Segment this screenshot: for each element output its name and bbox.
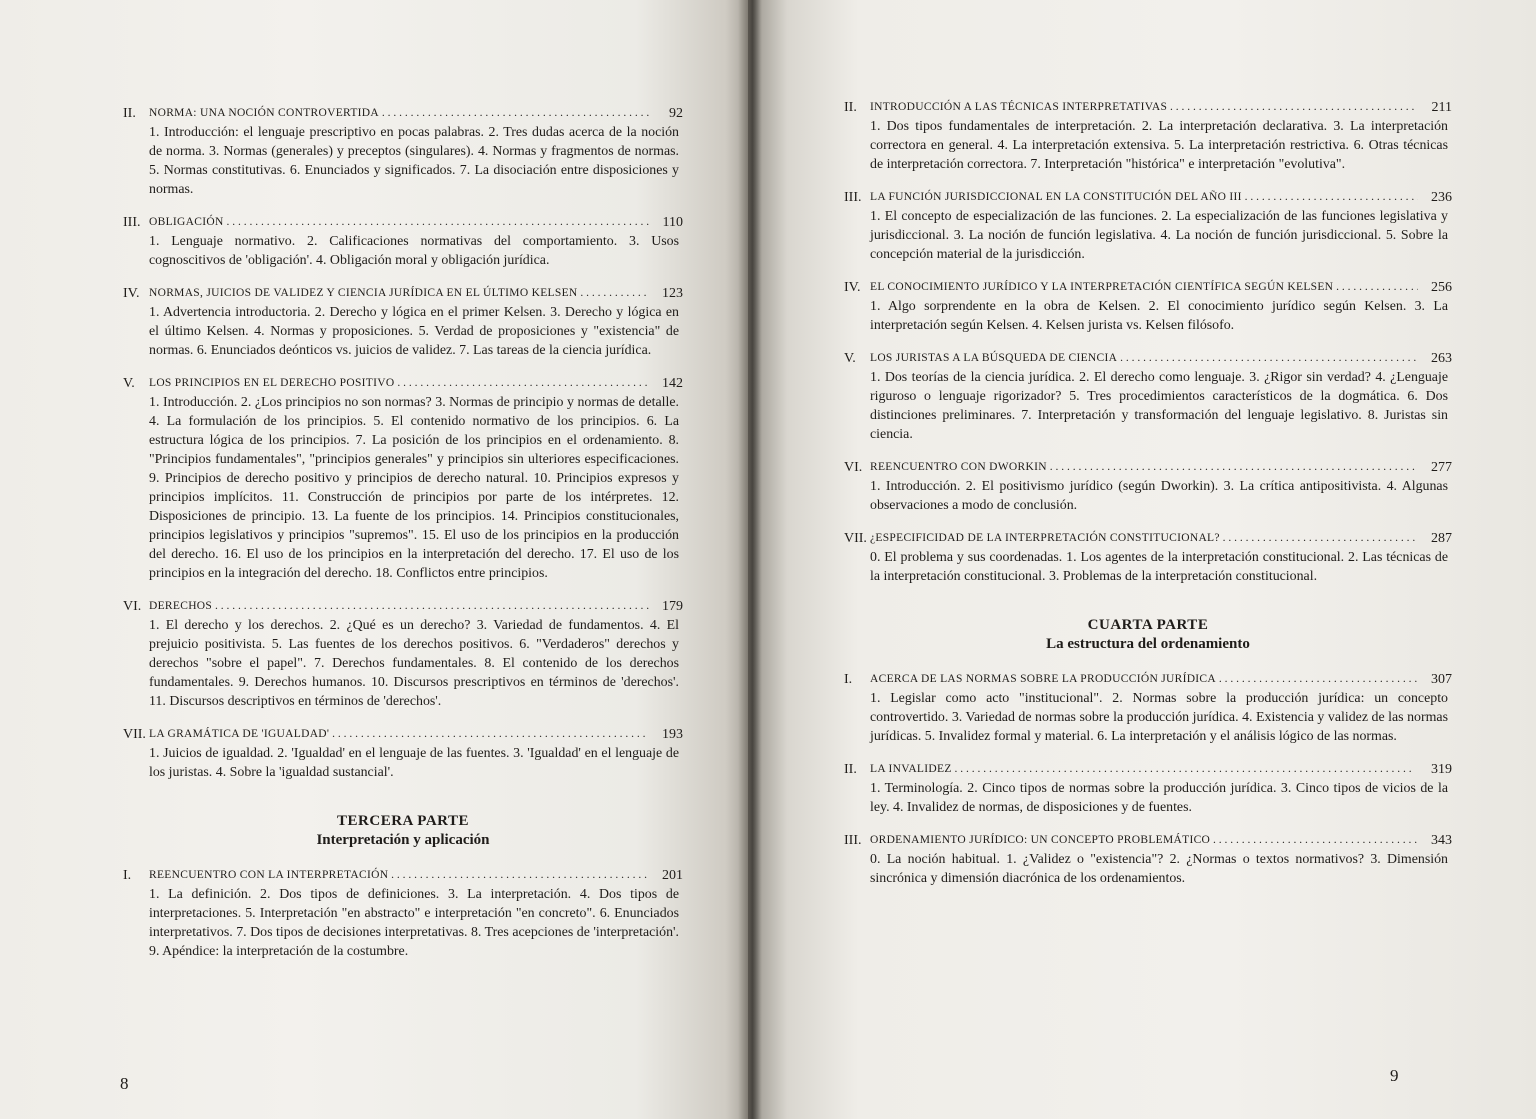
entry-page-number: 319 bbox=[1431, 762, 1452, 777]
entry-number: II. bbox=[123, 106, 136, 121]
toc-entry bbox=[844, 670, 1452, 746]
entry-title: LA FUNCIÓN JURISDICCIONAL EN LA CONSTITUCIÓN DEL AÑO III . . . bbox=[870, 188, 1418, 207]
entry-description: 1. Dos teorías de la ciencia jurídica. 2. El derecho como lenguaje. 3. ¿Rigor sin verdad? 4. ¿Lenguaje riguroso o lenguaje rigorizador? 5. Tres procedimientos característicos de la dogmática. 6. Dos distinciones preliminares. 7. Interpretación y transformación del lenguaje legislativo. 8. Juristas sin ciencia. bbox=[870, 370, 1448, 442]
entry-page-number: 343 bbox=[1431, 833, 1452, 848]
toc-entry bbox=[844, 760, 1452, 817]
entry-page-number: 256 bbox=[1431, 280, 1452, 295]
entry-title: NORMA: UNA NOCIÓN CONTROVERTIDA . . . bbox=[149, 104, 649, 123]
entry-page-number: 193 bbox=[662, 727, 683, 742]
entry-number: III. bbox=[844, 190, 862, 205]
entry-description: 1. Algo sorprendente en la obra de Kelsen. 2. El conocimiento jurídico según Kelsen. 3. La interpretación según Kelsen. 4. Kelsen jurista vs. Kelsen filósofo. bbox=[870, 299, 1448, 333]
toc-entry bbox=[844, 349, 1452, 444]
toc-entry bbox=[844, 458, 1452, 515]
entry-number: VII. bbox=[844, 531, 867, 546]
entry-number: II. bbox=[844, 100, 857, 115]
entry-number: VI. bbox=[123, 599, 142, 614]
entry-description: 1. Terminología. 2. Cinco tipos de normas sobre la producción jurídica. 3. Cinco tipos de vicios de la ley. 4. Invalidez de normas, de disposiciones y de fuentes. bbox=[870, 781, 1448, 815]
entry-number: III. bbox=[123, 215, 141, 230]
part-title: TERCERA PARTE bbox=[337, 813, 469, 829]
page-number-left: 8 bbox=[120, 1074, 129, 1093]
entry-title: LA INVALIDEZ . . . bbox=[870, 760, 1418, 779]
part-subtitle: La estructura del ordenamiento bbox=[1046, 636, 1250, 652]
entry-description: 1. El derecho y los derechos. 2. ¿Qué es un derecho? 3. Variedad de fundamentos. 4. El prejuicio positivista. 5. Las fuentes de los derechos positivos. 6. "Verdaderos" derechos y derechos "sobre el papel". 7. Derechos fundamentales. 8. El contenido de los derechos fundamentales. 9. Derechos humanos. 10. Discursos prescriptivos en términos de 'derechos'. 11. Discursos descriptivos en términos de 'derechos'. bbox=[149, 618, 679, 709]
entry-number: VI. bbox=[844, 460, 863, 475]
toc-entry bbox=[123, 866, 683, 961]
part-heading bbox=[123, 812, 683, 850]
entry-page-number: 92 bbox=[669, 106, 683, 121]
entry-page-number: 211 bbox=[1431, 100, 1452, 115]
entry-title: REENCUENTRO CON LA INTERPRETACIÓN . . . bbox=[149, 866, 649, 885]
entry-title: ORDENAMIENTO JURÍDICO: UN CONCEPTO PROBLEMÁTICO . . . bbox=[870, 831, 1418, 850]
toc-entry bbox=[123, 104, 683, 199]
entry-description: 1. Introducción. 2. El positivismo jurídico (según Dworkin). 3. La crítica antipositivista. 4. Algunas observaciones a modo de conclusión. bbox=[870, 479, 1448, 513]
entry-page-number: 142 bbox=[662, 376, 683, 391]
entry-page-number: 307 bbox=[1431, 672, 1452, 687]
toc-entry bbox=[123, 374, 683, 583]
entry-description: 1. El concepto de especialización de las funciones. 2. La especialización de las funciones legislativa y jurisdiccional. 3. La noción de función legislativa. 4. La noción de función jurisdiccional. 5. Sobre la concepción material de la jurisdicción. bbox=[870, 209, 1448, 262]
entry-title: ACERCA DE LAS NORMAS SOBRE LA PRODUCCIÓN JURÍDICA . . . bbox=[870, 670, 1418, 689]
entry-number: VII. bbox=[123, 727, 146, 742]
entry-number: IV. bbox=[123, 286, 140, 301]
entry-title: OBLIGACIÓN . . . bbox=[149, 213, 649, 232]
entry-title: LOS JURISTAS A LA BÚSQUEDA DE CIENCIA . . . bbox=[870, 349, 1418, 368]
entry-page-number: 123 bbox=[662, 286, 683, 301]
toc-entry bbox=[844, 529, 1452, 586]
part-heading bbox=[844, 616, 1452, 654]
entry-page-number: 263 bbox=[1431, 351, 1452, 366]
left-page bbox=[0, 0, 748, 1119]
entry-number: II. bbox=[844, 762, 857, 777]
entry-page-number: 287 bbox=[1431, 531, 1452, 546]
toc-entry bbox=[123, 284, 683, 360]
entry-page-number: 277 bbox=[1431, 460, 1452, 475]
entry-title: LOS PRINCIPIOS EN EL DERECHO POSITIVO . . . bbox=[149, 374, 649, 393]
left-toc-column bbox=[123, 104, 683, 975]
toc-entry bbox=[844, 98, 1452, 174]
entry-number: V. bbox=[844, 351, 856, 366]
entry-number: IV. bbox=[844, 280, 861, 295]
entry-description: 1. Lenguaje normativo. 2. Calificaciones normativas del comportamiento. 3. Usos cognoscitivos de 'obligación'. 4. Obligación moral y obligación jurídica. bbox=[149, 234, 679, 268]
part-title: CUARTA PARTE bbox=[1087, 617, 1209, 633]
entry-page-number: 179 bbox=[662, 599, 683, 614]
entry-page-number: 110 bbox=[662, 215, 683, 230]
entry-number: V. bbox=[123, 376, 135, 391]
entry-description: 1. Legislar como acto "institucional". 2. Normas sobre la producción jurídica: un concepto controvertido. 3. Variedad de normas sobre la producción jurídica. 4. Existencia y validez de las normas jurídicas. 5. Invalidez formal y material. 6. La interpretación y el análisis lógico de las normas. bbox=[870, 691, 1448, 744]
entry-title: NORMAS, JUICIOS DE VALIDEZ Y CIENCIA JURÍDICA EN EL ÚLTIMO KELSEN . . . bbox=[149, 284, 649, 303]
toc-entry bbox=[123, 213, 683, 270]
entry-page-number: 236 bbox=[1431, 190, 1452, 205]
right-page bbox=[748, 0, 1536, 1119]
entry-description: 1. Advertencia introductoria. 2. Derecho y lógica en el primer Kelsen. 3. Derecho y lógica en el último Kelsen. 4. Normas y proposiciones. 5. Verdad de proposiciones y "existencia" de normas. 6. Enunciados deónticos vs. juicios de validez. 7. Las tareas de la ciencia jurídica. bbox=[149, 305, 679, 358]
entry-number: I. bbox=[123, 868, 132, 883]
entry-number: III. bbox=[844, 833, 862, 848]
entry-title: INTRODUCCIÓN A LAS TÉCNICAS INTERPRETATIVAS . . . bbox=[870, 98, 1418, 117]
entry-title: ¿ESPECIFICIDAD DE LA INTERPRETACIÓN CONSTITUCIONAL? . . . bbox=[870, 529, 1418, 548]
entry-description: 0. La noción habitual. 1. ¿Validez o "existencia"? 2. ¿Normas o textos normativos? 3. Dimensión sincrónica y dimensión diacrónica de los ordenamientos. bbox=[870, 852, 1448, 886]
part-subtitle: Interpretación y aplicación bbox=[316, 832, 490, 848]
entry-page-number: 201 bbox=[662, 868, 683, 883]
page-number-right: 9 bbox=[1390, 1066, 1399, 1085]
entry-description: 1. Dos tipos fundamentales de interpretación. 2. La interpretación declarativa. 3. La interpretación correctora en general. 4. La interpretación extensiva. 5. La interpretación restrictiva. 6. Otras técnicas de interpretación correctora. 7. Interpretación "histórica" e interpretación "evolutiva". bbox=[870, 119, 1448, 172]
entry-title: EL CONOCIMIENTO JURÍDICO Y LA INTERPRETACIÓN CIENTÍFICA SEGÚN KELSEN . . . bbox=[870, 278, 1418, 297]
toc-entry bbox=[844, 278, 1452, 335]
entry-description: 1. Introducción. 2. ¿Los principios no son normas? 3. Normas de principio y normas de detalle. 4. La formulación de los principios. 5. El contenido normativo de los principios. 6. La estructura lógica de los principios. 7. La posición de los principios en el ordenamiento. 8. "Principios fundamentales", "principios generales" y principios sin ulteriores especificaciones. 9. Principios de derecho positivo y principios de derecho natural. 10. Principios expresos y principios implícitos. 11. Construcción de principios por parte de los intérpretes. 12. Disposiciones de principio. 13. La fuente de los principios. 14. Principios constitucionales, principios legislativos y principios "supremos". 15. El uso de los principios en la producción del derecho. 16. El uso de los principios en la interpretación del derecho. 17. El uso de los principios en la integración del derecho. 18. Conflictos entre principios. bbox=[149, 395, 679, 581]
toc-entry bbox=[844, 831, 1452, 888]
entry-number: I. bbox=[844, 672, 853, 687]
toc-entry bbox=[123, 597, 683, 711]
entry-description: 1. La definición. 2. Dos tipos de definiciones. 3. La interpretación. 4. Dos tipos de interpretaciones. 5. Interpretación "en abstracto" e interpretación "en concreto". 6. Enunciados interpretativos. 7. Dos tipos de decisiones interpretativas. 8. Tres acepciones de 'interpretación'. 9. Apéndice: la interpretación de la costumbre. bbox=[149, 887, 679, 959]
right-toc-column bbox=[844, 98, 1452, 902]
entry-description: 1. Juicios de igualdad. 2. 'Igualdad' en el lenguaje de las fuentes. 3. 'Igualdad' en el lenguaje de los juristas. 4. Sobre la 'igualdad sustancial'. bbox=[149, 746, 679, 780]
entry-title: LA GRAMÁTICA DE 'IGUALDAD' . . . bbox=[149, 725, 649, 744]
entry-description: 0. El problema y sus coordenadas. 1. Los agentes de la interpretación constitucional. 2. Las técnicas de la interpretación constitucional. 3. Problemas de la interpretación constitucional. bbox=[870, 550, 1448, 584]
toc-entry bbox=[123, 725, 683, 782]
entry-title: REENCUENTRO CON DWORKIN . . . bbox=[870, 458, 1418, 477]
entry-title: DERECHOS . . . bbox=[149, 597, 649, 616]
entry-description: 1. Introducción: el lenguaje prescriptivo en pocas palabras. 2. Tres dudas acerca de la noción de norma. 3. Normas (generales) y preceptos (singulares). 4. Normas y fragmentos de normas. 5. Normas constitutivas. 6. Enunciados y significados. 7. La disociación entre disposiciones y normas. bbox=[149, 125, 679, 197]
toc-entry bbox=[844, 188, 1452, 264]
